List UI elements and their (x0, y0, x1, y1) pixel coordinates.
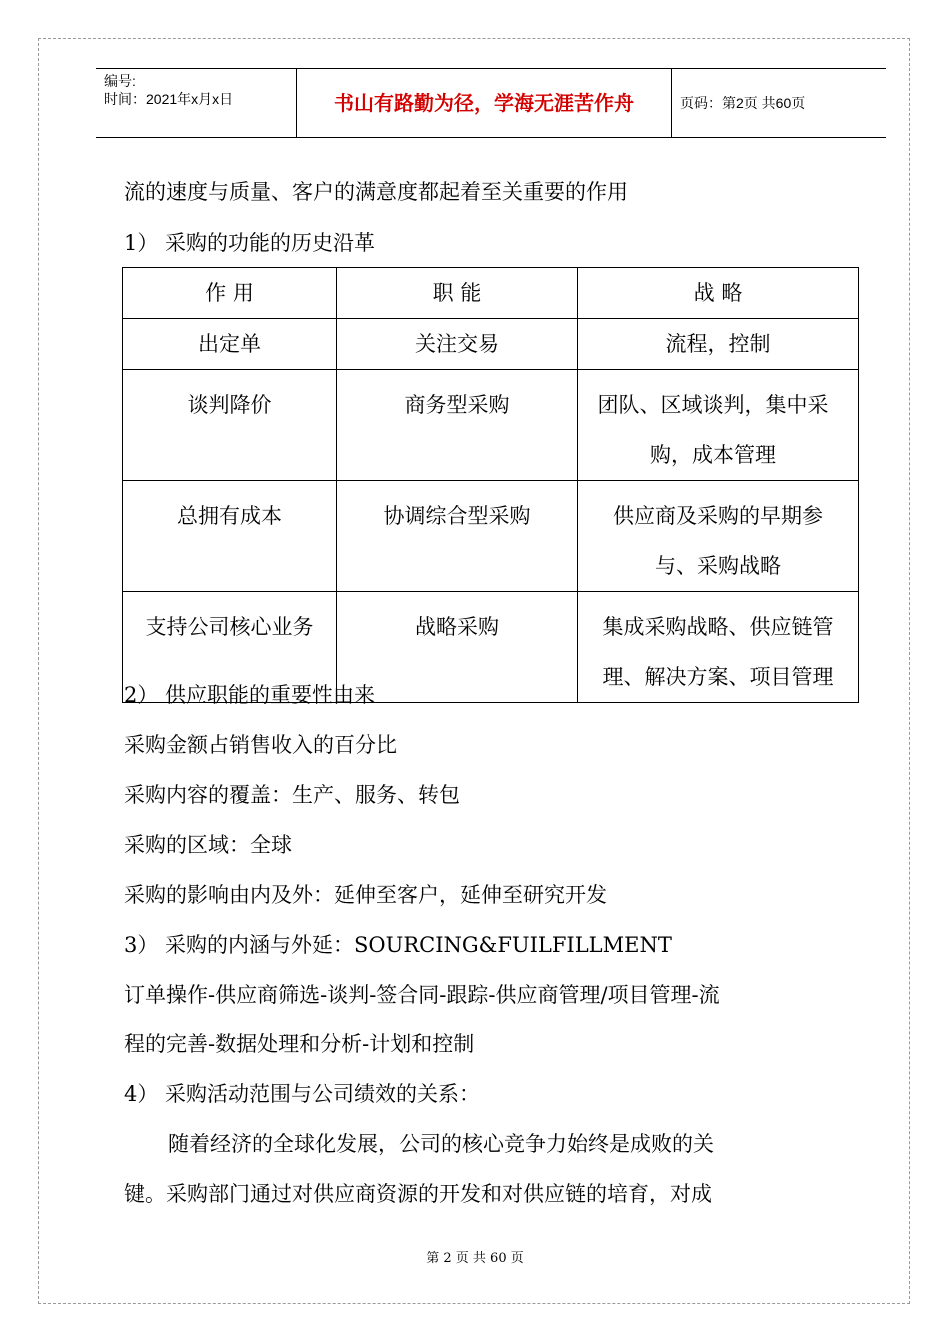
table-cell: 团队、区域谈判，集中采购，成本管理 (578, 370, 859, 481)
document-header (96, 68, 886, 138)
page-footer: 第 2 页 共 60 页 (426, 1251, 524, 1266)
table-header-cell: 职 能 (337, 268, 578, 319)
table-cell: 谈判降价 (123, 370, 337, 481)
table-cell: 关注交易 (337, 319, 578, 370)
time-label: 时间：2021年x月x日 (104, 91, 234, 107)
table-cell: 协调综合型采购 (337, 481, 578, 592)
list-item: 采购的区域：全球 (124, 833, 292, 857)
heading-2: 2） 供应职能的重要性由来 (124, 683, 376, 707)
list-item: 程的完善-数据处理和分析-计划和控制 (124, 1032, 475, 1056)
heading-3: 3） 采购的内涵与外延：SOURCING&FUILFILLMENT (124, 933, 672, 957)
table-header-row (123, 268, 859, 319)
table-cell: 商务型采购 (337, 370, 578, 481)
header-motto: 书山有路勤为径，学海无涯苦作舟 (296, 69, 672, 137)
table-header-cell: 作 用 (123, 268, 337, 319)
list-item: 采购内容的覆盖：生产、服务、转包 (124, 783, 460, 807)
table-header-cell: 战 略 (578, 268, 859, 319)
table-row (123, 481, 859, 592)
heading-1: 1） 采购的功能的历史沿革 (124, 231, 376, 255)
paragraph-line: 键。采购部门通过对供应商资源的开发和对供应链的培育，对成 (124, 1182, 712, 1206)
header-page-label: 页码：第2页 共60页 (680, 95, 806, 111)
table-row (123, 370, 859, 481)
paragraph-line: 随着经济的全球化发展，公司的核心竞争力始终是成败的关 (168, 1132, 714, 1156)
table-cell: 集成采购战略、供应链管理、解决方案、项目管理 (578, 592, 859, 703)
list-item: 采购金额占销售收入的百分比 (124, 733, 397, 757)
list-item: 订单操作-供应商筛选-谈判-签合同-跟踪-供应商管理/项目管理-流 (124, 983, 720, 1007)
table-row (123, 319, 859, 370)
table-cell: 总拥有成本 (123, 481, 337, 592)
table-cell: 战略采购 (337, 592, 578, 703)
number-label: 编号: (104, 73, 136, 89)
header-meta (96, 69, 296, 137)
table-cell: 流程，控制 (578, 319, 859, 370)
history-table (122, 267, 859, 703)
table-cell: 出定单 (123, 319, 337, 370)
table-cell: 支持公司核心业务 (123, 592, 337, 703)
list-item: 采购的影响由内及外：延伸至客户，延伸至研究开发 (124, 883, 607, 907)
intro-line: 流的速度与质量、客户的满意度都起着至关重要的作用 (124, 180, 628, 204)
heading-4: 4） 采购活动范围与公司绩效的关系： (124, 1082, 481, 1106)
table-cell: 供应商及采购的早期参与、采购战略 (578, 481, 859, 592)
